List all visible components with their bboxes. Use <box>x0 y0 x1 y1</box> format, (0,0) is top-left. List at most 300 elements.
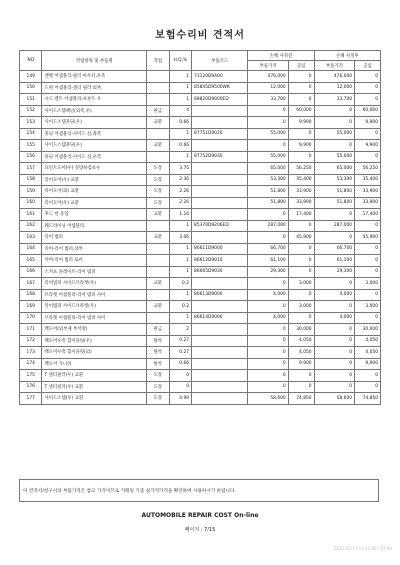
cell-work: 도장 <box>147 163 169 175</box>
header-no: NO <box>20 51 42 71</box>
cell-no: 169 <box>20 301 42 313</box>
cell-hq: 1 <box>169 289 191 301</box>
table-row <box>20 358 381 370</box>
cell-p1: 0 <box>248 347 288 359</box>
cell-p1: 61,100 <box>248 255 288 267</box>
table-row <box>20 266 381 278</box>
cell-l1: 4,050 <box>288 347 314 359</box>
cell-p2: 4,000 <box>314 289 354 301</box>
cell-p2: 287,000 <box>314 220 354 232</box>
cell-p2: 51,800 <box>314 197 354 209</box>
cell-code <box>192 140 248 152</box>
cell-l2: 0 <box>355 243 381 255</box>
cell-p1: 29,300 <box>248 266 288 278</box>
cell-code <box>192 358 248 370</box>
cell-code: 86611D9000 <box>192 243 248 255</box>
header-part-code: 부품코드 <box>192 51 248 71</box>
cell-p2: 58,600 <box>314 393 354 405</box>
cell-hq: 0.27 <box>169 335 191 347</box>
footer-title: AUTOMOBILE REPAIR COST On-line <box>141 512 259 519</box>
cell-hq: 0 <box>169 381 191 393</box>
cell-item: 후드 힌 동업 <box>42 209 147 221</box>
cell-code <box>192 393 248 405</box>
cell-code: 87751D9020 <box>192 128 248 140</box>
cell-hq: 0.2 <box>169 278 191 290</box>
cell-p2: 55,000 <box>314 128 354 140</box>
cell-l2: 3,000 <box>355 301 381 313</box>
cell-work: 교환 <box>147 232 169 244</box>
table-row <box>20 347 381 359</box>
cell-l2: 3,000 <box>355 278 381 290</box>
header-labor-after: 공임 <box>355 61 381 71</box>
cell-no: 172 <box>20 335 42 347</box>
page-number: 페이지 : 7/15 <box>184 527 216 533</box>
cell-p2: 0 <box>314 301 354 313</box>
cell-no: 168 <box>20 289 42 301</box>
cell-p1: 0 <box>248 105 288 117</box>
cell-work: 교환 <box>147 278 169 290</box>
cell-l1: 3,000 <box>288 301 314 313</box>
cell-l2: 0 <box>355 94 381 106</box>
cell-work: 판금 <box>147 324 169 336</box>
header-hq: H.Q.% <box>169 51 191 71</box>
cell-no: 153 <box>20 117 42 129</box>
cell-p2: 0 <box>314 381 354 393</box>
cell-l2: 56,250 <box>355 163 381 175</box>
cell-p2: 29,300 <box>314 266 354 278</box>
cell-hq: 1 <box>169 312 191 324</box>
cell-code <box>192 381 248 393</box>
cell-code <box>192 163 248 175</box>
cell-item: 웨드라이닝 어셈블리 <box>42 220 147 232</box>
cell-work <box>147 312 169 324</box>
cell-p2: 0 <box>314 347 354 359</box>
cell-hq: 4.99 <box>169 393 191 405</box>
cell-no: 176 <box>20 381 42 393</box>
cell-hq: 1 <box>169 266 191 278</box>
header-work: 작업 <box>147 51 169 71</box>
header-after: 손해 사정후 <box>314 51 380 61</box>
table-row <box>20 128 381 140</box>
cell-hq: 1 <box>169 71 191 83</box>
table-row <box>20 82 381 94</box>
cell-work: 도장 <box>147 186 169 198</box>
cell-code <box>192 347 248 359</box>
cell-item: 시드 밸트 어셈블리-프론트 우 <box>42 94 147 106</box>
cell-no: 166 <box>20 266 42 278</box>
cell-p2: 51,800 <box>314 186 354 198</box>
table-row <box>20 117 381 129</box>
cell-no: 151 <box>20 94 42 106</box>
cell-l2: 60,000 <box>355 105 381 117</box>
cell-code <box>192 105 248 117</box>
cell-l2: 9,900 <box>355 140 381 152</box>
cell-hq: 1 <box>169 151 191 163</box>
cell-l1: 0 <box>288 94 314 106</box>
cell-hq: 3.06 <box>169 232 191 244</box>
cell-item: 리어범퍼 사이드브라켓(우) <box>42 301 147 313</box>
cell-item: 리어도어(우) 교환 <box>42 174 147 186</box>
table-row <box>20 209 381 221</box>
table-row <box>20 186 381 198</box>
cell-no: 177 <box>20 393 42 405</box>
cell-no: 159 <box>20 186 42 198</box>
cell-work <box>147 151 169 163</box>
cell-l1: 0 <box>288 255 314 267</box>
cell-p1: 287,000 <box>248 220 288 232</box>
cell-l1: 0 <box>288 243 314 255</box>
cell-work <box>147 94 169 106</box>
table-row <box>20 301 381 313</box>
cell-hq: 3.75 <box>169 163 191 175</box>
cell-p1: 0 <box>248 209 288 221</box>
cell-no: 157 <box>20 163 42 175</box>
table-row <box>20 94 381 106</box>
table-row <box>20 335 381 347</box>
cell-l1: 4,050 <box>288 335 314 347</box>
cell-item: 스커프 플레이트-리어 범퍼 <box>42 266 147 278</box>
cell-p2: 0 <box>314 209 354 221</box>
cell-l2: 33,900 <box>355 186 381 198</box>
cell-l2: 45,900 <box>355 232 381 244</box>
cell-item: 리어도어(우) 교환 <box>42 197 147 209</box>
cell-p2: 0 <box>314 278 354 290</box>
cell-item: 브라켓 어셈블리-리어 범퍼 사이 <box>42 312 147 324</box>
cell-p1: 0 <box>248 358 288 370</box>
cell-p2: 12,000 <box>314 82 354 94</box>
cell-work <box>147 128 169 140</box>
cell-l1: 9,900 <box>288 358 314 370</box>
cell-p1: 55,000 <box>248 128 288 140</box>
cell-no: 173 <box>20 347 42 359</box>
cell-work <box>147 220 169 232</box>
cell-p1: 0 <box>248 117 288 129</box>
table-row <box>20 163 381 175</box>
cell-hq: 0.66 <box>169 117 191 129</box>
cell-item: 리어범퍼 사이드브라켓(우) <box>42 278 147 290</box>
cell-work: 교환 <box>147 209 169 221</box>
cell-item: 백도어우측 힙이플릿(우) <box>42 335 147 347</box>
cell-code: 85845D9500WK <box>192 82 248 94</box>
cell-p1: 55,000 <box>248 151 288 163</box>
cell-no: 160 <box>20 197 42 209</box>
table-row <box>20 381 381 393</box>
cell-no: 150 <box>20 82 42 94</box>
cell-l2: 0 <box>355 128 381 140</box>
cell-work: 교환 <box>147 140 169 152</box>
cell-l2: 35,400 <box>355 174 381 186</box>
cell-work: 판금 <box>147 105 169 117</box>
cell-p1: 0 <box>248 335 288 347</box>
table-row <box>20 220 381 232</box>
cell-no: 162 <box>20 220 42 232</box>
cell-item: 앤벨 어셈블리-필러 아우터,우측 <box>42 71 147 83</box>
cell-l1: 33,900 <box>288 197 314 209</box>
cell-item: 백도어우측 힙이플릿(외) <box>42 347 147 359</box>
cell-l2: 9,900 <box>355 117 381 129</box>
cell-hq: 0.27 <box>169 347 191 359</box>
cell-work: 교환 <box>147 117 169 129</box>
cell-p1: 12,000 <box>248 82 288 94</box>
cell-p1: 0 <box>248 140 288 152</box>
cell-p1: 0 <box>248 278 288 290</box>
cell-l2: 0 <box>355 266 381 278</box>
cell-no: 154 <box>20 128 42 140</box>
cell-code <box>192 324 248 336</box>
cell-item: T 센터필러(우) 교환 <box>42 370 147 382</box>
cell-no: 155 <box>20 140 42 152</box>
table-row <box>20 312 381 324</box>
cell-l2: 4,050 <box>355 335 381 347</box>
cell-l1: 0 <box>288 266 314 278</box>
cell-code: 86665D9030 <box>192 266 248 278</box>
cell-code: 86614D9000 <box>192 312 248 324</box>
table-row <box>20 197 381 209</box>
cell-p2: 33,700 <box>314 94 354 106</box>
cell-item: 드원 어셈블리-센터 필러 외부, <box>42 82 147 94</box>
cell-p2: 65,000 <box>314 163 354 175</box>
cell-p2: 61,100 <box>314 255 354 267</box>
cell-item: 커버-리어 범퍼,상부 <box>42 243 147 255</box>
cell-no: 158 <box>20 174 42 186</box>
header-item: 작업항목 및 부품명 <box>42 51 147 71</box>
cell-p2: 0 <box>314 232 354 244</box>
cell-hq: 2.36 <box>169 174 191 186</box>
cell-l1: 3,000 <box>288 278 314 290</box>
cell-l2: 0 <box>355 255 381 267</box>
cell-p2: 0 <box>314 358 354 370</box>
cell-hq: 0.2 <box>169 301 191 313</box>
cell-no: 152 <box>20 105 42 117</box>
cell-item: T 센터필러(우) 교환 <box>42 381 147 393</box>
cell-hq: 0.66 <box>169 358 191 370</box>
cell-l1: 60,000 <box>288 105 314 117</box>
cell-hq: 1.16 <box>169 209 191 221</box>
table-row <box>20 324 381 336</box>
cell-work: 도장 <box>147 393 169 405</box>
cell-code: 87752D9030 <box>192 151 248 163</box>
cell-hq: 4 <box>169 105 191 117</box>
cell-item: 커버-리어 범퍼 로어 <box>42 255 147 267</box>
cell-p1: 0 <box>248 381 288 393</box>
cell-code <box>192 232 248 244</box>
table-row <box>20 393 381 405</box>
table-row <box>20 140 381 152</box>
table-row <box>20 255 381 267</box>
cell-work: 도장 <box>147 370 169 382</box>
cell-p2: 0 <box>314 140 354 152</box>
cell-code <box>192 186 248 198</box>
cell-l2: 0 <box>355 151 381 163</box>
cell-hq: 2 <box>169 324 191 336</box>
cell-p1: 51,800 <box>248 197 288 209</box>
cell-code <box>192 301 248 313</box>
header-part-price-before: 부품가격 <box>248 61 288 71</box>
cell-hq: 1 <box>169 82 191 94</box>
cell-p2: 0 <box>314 105 354 117</box>
cell-code <box>192 335 248 347</box>
cell-code: 85370D9206ED <box>192 220 248 232</box>
cell-work: 교환 <box>147 301 169 313</box>
cell-work <box>147 71 169 83</box>
table-row <box>20 278 381 290</box>
cell-work <box>147 266 169 278</box>
cell-l1: 0 <box>288 312 314 324</box>
cell-l1: 9,900 <box>288 117 314 129</box>
cell-l1: 30,000 <box>288 324 314 336</box>
cell-code <box>192 278 248 290</box>
cell-hq: 1 <box>169 243 191 255</box>
cell-no: 161 <box>20 209 42 221</box>
cell-item: 백도어(외부제 부착망) <box>42 324 147 336</box>
cell-item: 몰딩 어셈블리-사이드 실,우측 <box>42 151 147 163</box>
header-before: 손해 사정전 <box>248 51 314 61</box>
cell-l2: 30,000 <box>355 324 381 336</box>
cell-code <box>192 370 248 382</box>
cell-item: 리어도어(외) 교환 <box>42 186 147 198</box>
cell-p2: 476,000 <box>314 71 354 83</box>
table-row <box>20 243 381 255</box>
cell-code: 86612D9010 <box>192 255 248 267</box>
cell-p1: 0 <box>248 324 288 336</box>
cell-p1: 0 <box>248 232 288 244</box>
cell-p1: 4,000 <box>248 289 288 301</box>
cell-l2: 0 <box>355 370 381 382</box>
cell-item: 사이드스텝몰딩(우) <box>42 117 147 129</box>
cell-work: 도장 <box>147 197 169 209</box>
cell-no: 175 <box>20 370 42 382</box>
header-part-price-after: 부품가격 <box>314 61 354 71</box>
cell-code: 86613D9000 <box>192 289 248 301</box>
cell-p2: 55,000 <box>314 151 354 163</box>
cell-l1: 0 <box>288 220 314 232</box>
cell-work <box>147 289 169 301</box>
cell-hq: 1 <box>169 94 191 106</box>
print-timestamp: 2025-03-11 11:11:40 / 07:00 <box>334 546 392 551</box>
header-labor-before: 공임 <box>288 61 314 71</box>
cell-l2: 0 <box>355 220 381 232</box>
cell-l1: 74,850 <box>288 393 314 405</box>
cell-l2: 0 <box>355 82 381 94</box>
cell-no: 167 <box>20 278 42 290</box>
cell-hq: 2.26 <box>169 197 191 209</box>
cell-l1: 17,400 <box>288 209 314 221</box>
cell-work: 도장 <box>147 174 169 186</box>
cell-p1: 33,700 <box>248 94 288 106</box>
table-row <box>20 174 381 186</box>
cell-l1: 0 <box>288 71 314 83</box>
cell-l1: 33,900 <box>288 186 314 198</box>
cell-p1: 65,000 <box>248 163 288 175</box>
cell-code <box>192 174 248 186</box>
cell-p1: 0 <box>248 370 288 382</box>
notice-box: 이 견적서/청구서의 부품가격은 참고 가격이므로 거래일 기준 실가격가격을 확인하여 사용하시기 바랍니다. <box>19 479 379 502</box>
cell-hq: 1 <box>169 255 191 267</box>
cell-l2: 4,050 <box>355 347 381 359</box>
cell-l1: 0 <box>288 289 314 301</box>
cell-l1: 0 <box>288 128 314 140</box>
cell-p1: 476,000 <box>248 71 288 83</box>
cell-p2: 0 <box>314 370 354 382</box>
cell-no: 149 <box>20 71 42 83</box>
cell-code <box>192 117 248 129</box>
cell-l2: 17,400 <box>355 209 381 221</box>
cell-l2: 33,900 <box>355 197 381 209</box>
cell-no: 170 <box>20 312 42 324</box>
cell-p1: 58,600 <box>248 393 288 405</box>
table-row <box>20 370 381 382</box>
cell-l1: 35,400 <box>288 174 314 186</box>
table-row <box>20 151 381 163</box>
table-row <box>20 105 381 117</box>
cell-work: 탈착 <box>147 335 169 347</box>
cell-p2: 66,700 <box>314 243 354 255</box>
cell-no: 174 <box>20 358 42 370</box>
cell-p2: 53,300 <box>314 174 354 186</box>
cell-l1: 56,250 <box>288 163 314 175</box>
cell-l2: 0 <box>355 71 381 83</box>
cell-item: 브라켓 어셈블리-리어 범퍼 사이 <box>42 289 147 301</box>
cell-work <box>147 255 169 267</box>
document-title: 보험수리비 견적서 <box>155 30 245 41</box>
cell-item: 사이드스텝패널(외측,우) <box>42 105 147 117</box>
cell-p1: 4,000 <box>248 312 288 324</box>
cell-p1: 53,300 <box>248 174 288 186</box>
cell-l2: 0 <box>355 381 381 393</box>
cell-l1: 0 <box>288 82 314 94</box>
cell-p2: 0 <box>314 335 354 347</box>
cell-item: 사이드스텝몰딩(우) <box>42 140 147 152</box>
cell-l1: 0 <box>288 370 314 382</box>
cell-p1: 51,800 <box>248 186 288 198</box>
estimate-table <box>19 50 381 405</box>
cell-code: 88820D9000ED <box>192 94 248 106</box>
table-row <box>20 289 381 301</box>
cell-no: 164 <box>20 243 42 255</box>
cell-hq: 1 <box>169 128 191 140</box>
cell-hq: 2.26 <box>169 186 191 198</box>
cell-l2: 0 <box>355 289 381 301</box>
cell-no: 171 <box>20 324 42 336</box>
cell-item: 몰딩 어셈블리-사이드 실,좌측 <box>42 128 147 140</box>
cell-p1: 0 <box>248 301 288 313</box>
cell-no: 165 <box>20 255 42 267</box>
cell-work: 도장 <box>147 381 169 393</box>
cell-p1: 66,700 <box>248 243 288 255</box>
cell-l2: 0 <box>355 312 381 324</box>
cell-item: 백도어 가니쉬 <box>42 358 147 370</box>
cell-l1: 9,900 <box>288 140 314 152</box>
cell-work: 탈착 <box>147 347 169 359</box>
cell-item: 프런트도어(우) 질량하검보수 <box>42 163 147 175</box>
cell-item: 리어 범퍼 <box>42 232 147 244</box>
cell-l1: 45,900 <box>288 232 314 244</box>
cell-work <box>147 82 169 94</box>
cell-item: 사이드스텝(우) 교환 <box>42 393 147 405</box>
cell-l2: 9,900 <box>355 358 381 370</box>
cell-l2: 74,850 <box>355 393 381 405</box>
cell-p2: 4,000 <box>314 312 354 324</box>
cell-work: 탈착 <box>147 358 169 370</box>
cell-p2: 0 <box>314 324 354 336</box>
cell-code: 71120D9A00 <box>192 71 248 83</box>
cell-hq: 0 <box>169 370 191 382</box>
cell-code <box>192 209 248 221</box>
cell-hq: 0.66 <box>169 140 191 152</box>
cell-hq: 1 <box>169 220 191 232</box>
cell-l1: 0 <box>288 381 314 393</box>
cell-no: 163 <box>20 232 42 244</box>
